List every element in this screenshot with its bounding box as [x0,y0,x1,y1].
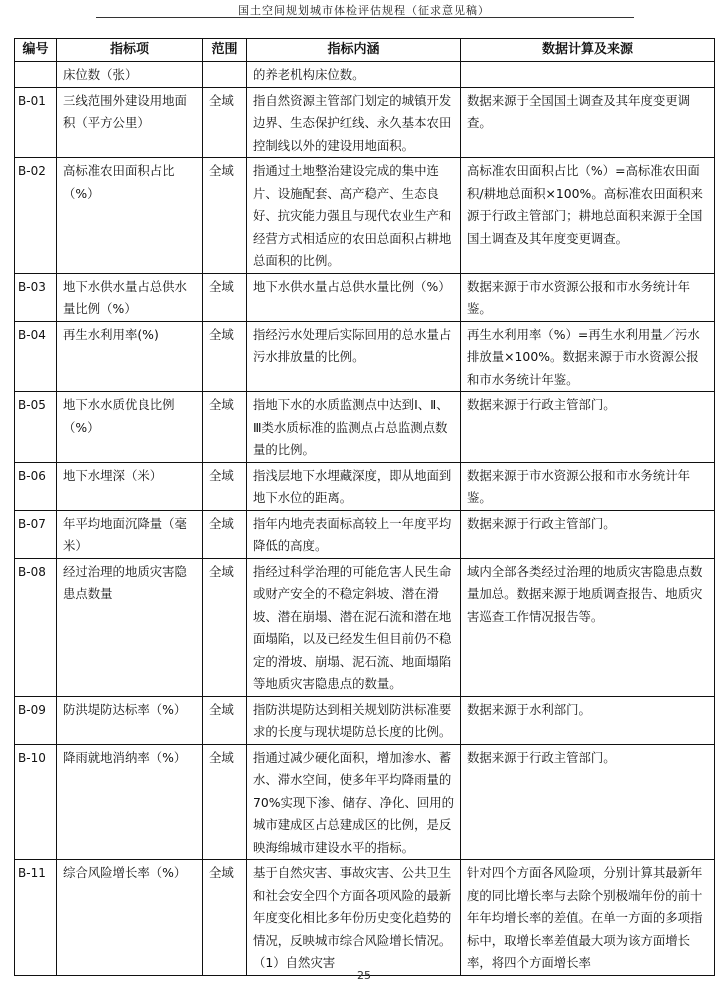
cell-code: B-10 [15,744,57,860]
cell-item: 综合风险增长率（%） [57,860,203,976]
cell-definition: 的养老机构床位数。 [247,62,461,88]
table-row [15,462,715,510]
cell-definition: 地下水供水量占总供水量比例（%） [247,273,461,321]
cell-source: 域内全部各类经过治理的地质灾害隐患点数量加总。数据来源于地质调查报告、地质灾害巡查工作情况报告等。 [461,558,715,696]
indicator-table [14,38,715,976]
cell-scope: 全域 [203,510,247,558]
cell-source: 再生水利用率（%）=再生水利用量／污水排放量×100%。数据来源于市水资源公报和市水务统计年鉴。 [461,321,715,392]
cell-definition: 指经污水处理后实际回用的总水量占污水排放量的比例。 [247,321,461,392]
cell-scope: 全域 [203,696,247,744]
cell-definition: 指浅层地下水埋藏深度，即从地面到地下水位的距离。 [247,462,461,510]
table-row [15,744,715,860]
cell-definition: 基于自然灾害、事故灾害、公共卫生和社会安全四个方面各项风险的最新年度变化相比多年份历史变化趋势的情况，反映城市综合风险增长情况。（1）自然灾害 [247,860,461,976]
cell-code: B-11 [15,860,57,976]
cell-scope [203,62,247,88]
cell-item: 经过治理的地质灾害隐患点数量 [57,558,203,696]
cell-source: 数据来源于行政主管部门。 [461,392,715,463]
cell-definition: 指通过土地整治建设完成的集中连片、设施配套、高产稳产、生态良好、抗灾能力强且与现代农业生产和经营方式相适应的农田总面积占耕地总面积的比例。 [247,158,461,274]
cell-scope: 全域 [203,744,247,860]
column-header-code: 编号 [15,39,57,62]
cell-scope: 全域 [203,321,247,392]
cell-item: 再生水利用率(%) [57,321,203,392]
table-row [15,62,715,88]
cell-scope: 全域 [203,558,247,696]
cell-code: B-06 [15,462,57,510]
table-row [15,321,715,392]
cell-item: 年平均地面沉降量（毫米） [57,510,203,558]
table-row [15,510,715,558]
cell-definition: 指通过减少硬化面积，增加渗水、蓄水、滞水空间，使多年平均降雨量的70%实现下渗、储存、净化、回用的城市建成区占总建成区的比例，是反映海绵城市建设水平的指标。 [247,744,461,860]
cell-definition: 指地下水的水质监测点中达到Ⅰ、Ⅱ、Ⅲ类水质标准的监测点占总监测点数量的比例。 [247,392,461,463]
cell-code: B-08 [15,558,57,696]
cell-code: B-01 [15,87,57,158]
cell-code: B-02 [15,158,57,274]
table-row [15,558,715,696]
cell-scope: 全域 [203,860,247,976]
cell-scope: 全域 [203,273,247,321]
cell-item: 床位数（张） [57,62,203,88]
cell-item: 高标准农田面积占比（%） [57,158,203,274]
cell-definition: 指年内地壳表面标高较上一年度平均降低的高度。 [247,510,461,558]
table-row [15,696,715,744]
cell-code: B-09 [15,696,57,744]
header-rule [96,17,634,18]
table-row [15,158,715,274]
cell-code [15,62,57,88]
cell-definition: 指自然资源主管部门划定的城镇开发边界、生态保护红线、永久基本农田控制线以外的建设用地面积。 [247,87,461,158]
cell-item: 三线范围外建设用地面积（平方公里） [57,87,203,158]
cell-source: 针对四个方面各风险项，分别计算其最新年度的同比增长率与去除个别极端年份的前十年年均增长率的差值。在单一方面的多项指标中，取增长率差值最大项为该方面增长率，将四个方面增长率 [461,860,715,976]
cell-item: 防洪堤防达标率（%） [57,696,203,744]
cell-definition: 指经过科学治理的可能危害人民生命或财产安全的不稳定斜坡、潜在滑坡、潜在崩塌、潜在泥石流和潜在地面塌陷，以及已经发生但目前仍不稳定的滑坡、崩塌、泥石流、地面塌陷等地质灾害隐患点的数量。 [247,558,461,696]
cell-code: B-03 [15,273,57,321]
cell-item: 地下水埋深（米） [57,462,203,510]
cell-code: B-05 [15,392,57,463]
cell-source: 高标准农田面积占比（%）=高标准农田面积/耕地总面积×100%。高标准农田面积来源于行政主管部门；耕地总面积来源于全国国土调查及其年度变更调查。 [461,158,715,274]
table-header-row [15,39,715,62]
column-header-scope: 范围 [203,39,247,62]
cell-item: 地下水水质优良比例（%） [57,392,203,463]
cell-source: 数据来源于行政主管部门。 [461,510,715,558]
cell-definition: 指防洪堤防达到相关规划防洪标准要求的长度与现状堤防总长度的比例。 [247,696,461,744]
column-header-item: 指标项 [57,39,203,62]
cell-scope: 全域 [203,392,247,463]
page-number: 25 [357,969,371,982]
cell-scope: 全域 [203,87,247,158]
cell-code: B-07 [15,510,57,558]
cell-code: B-04 [15,321,57,392]
cell-source: 数据来源于市水资源公报和市水务统计年鉴。 [461,462,715,510]
cell-source: 数据来源于全国国土调查及其年度变更调查。 [461,87,715,158]
column-header-definition: 指标内涵 [247,39,461,62]
cell-item: 地下水供水量占总供水量比例（%） [57,273,203,321]
cell-source: 数据来源于水利部门。 [461,696,715,744]
cell-item: 降雨就地消纳率（%） [57,744,203,860]
table-row [15,87,715,158]
table-row [15,860,715,976]
table-row [15,392,715,463]
cell-scope: 全域 [203,158,247,274]
cell-scope: 全域 [203,462,247,510]
column-header-source: 数据计算及来源 [461,39,715,62]
page-header: 国土空间规划城市体检评估规程（征求意见稿） [238,4,490,17]
cell-source: 数据来源于行政主管部门。 [461,744,715,860]
table-row [15,273,715,321]
cell-source [461,62,715,88]
cell-source: 数据来源于市水资源公报和市水务统计年鉴。 [461,273,715,321]
